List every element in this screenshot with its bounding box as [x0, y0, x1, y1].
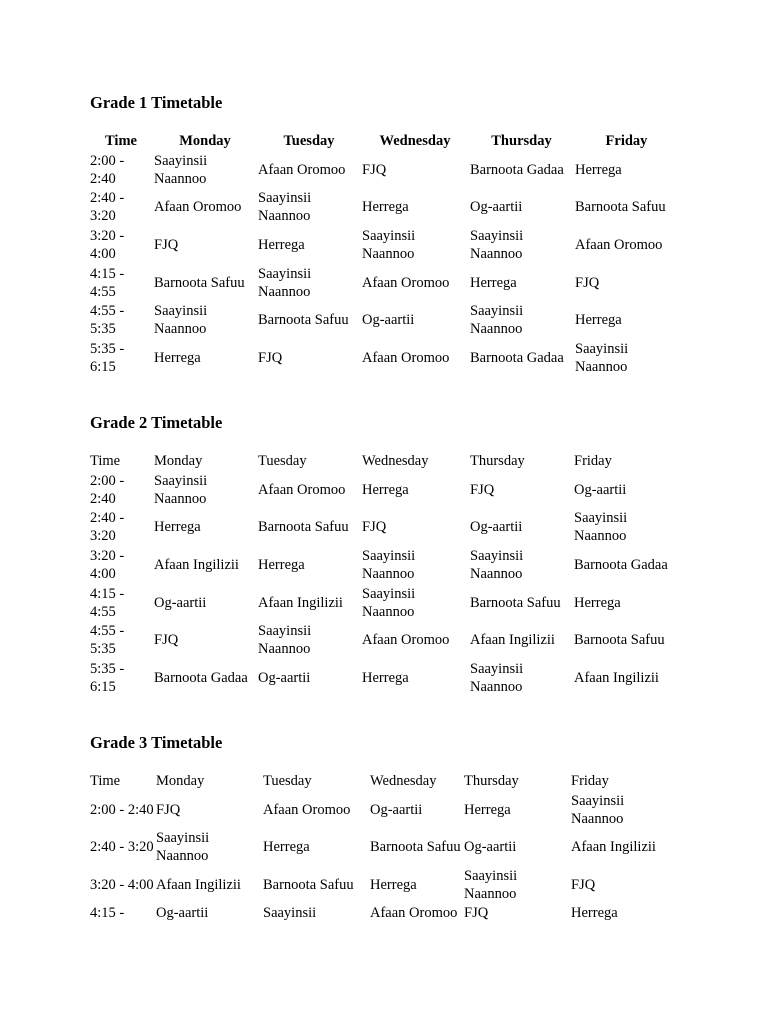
table-row	[90, 339, 680, 377]
subject-cell: Og-aartii	[362, 312, 415, 329]
subject-cell: Herrega	[370, 876, 417, 893]
subject-cell: Saayinsii Naannoo	[464, 867, 518, 902]
subject-cell: Saayinsii Naannoo	[470, 547, 524, 582]
header-friday: Friday	[571, 772, 609, 789]
header-wednesday: Wednesday	[370, 772, 437, 789]
subject-cell: Saayinsii Naannoo	[571, 792, 625, 827]
header-friday: Friday	[605, 132, 648, 149]
table-row	[90, 471, 680, 509]
subject-cell: FJQ	[571, 876, 596, 893]
header-tuesday: Tuesday	[263, 772, 312, 789]
subject-cell: FJQ	[156, 801, 181, 818]
subject-cell: Afaan Oromoo	[362, 632, 450, 649]
table-row	[90, 584, 680, 622]
subject-cell: Herrega	[258, 236, 305, 253]
header-monday: Monday	[154, 452, 203, 469]
time-cell: 3:20 - 4:00	[90, 876, 154, 893]
subject-cell: Afaan Oromoo	[370, 904, 458, 921]
subject-cell: Afaan Oromoo	[263, 801, 351, 818]
subject-cell: Saayinsii Naannoo	[154, 472, 208, 507]
time-cell: 5:35 - 6:15	[90, 660, 125, 695]
time-cell: 2:40 - 3:20	[90, 510, 125, 545]
subject-cell: Afaan Oromoo	[258, 161, 346, 178]
table-header-row	[90, 770, 671, 791]
subject-cell: Herrega	[362, 481, 409, 498]
subject-cell: Afaan Oromoo	[362, 349, 450, 366]
subject-cell: Afaan Ingilizii	[574, 669, 659, 686]
subject-cell: FJQ	[154, 236, 179, 253]
table-row	[90, 151, 680, 189]
subject-cell: Herrega	[470, 274, 517, 291]
subject-cell: Og-aartii	[154, 594, 207, 611]
subject-cell: Saayinsii Naannoo	[362, 585, 416, 620]
header-tuesday: Tuesday	[258, 452, 307, 469]
subject-cell: Saayinsii Naannoo	[258, 190, 312, 225]
time-cell: 2:40 - 3:20	[90, 190, 125, 225]
subject-cell: Og-aartii	[470, 519, 523, 536]
subject-cell: FJQ	[470, 481, 495, 498]
subject-cell: Saayinsii Naannoo	[575, 340, 629, 375]
subject-cell: Saayinsii Naannoo	[258, 623, 312, 658]
table-row	[90, 189, 680, 227]
subject-cell: Afaan Ingilizii	[571, 839, 656, 856]
grade-3-table	[90, 770, 671, 928]
subject-cell: Saayinsii Naannoo	[362, 547, 416, 582]
subject-cell: Og-aartii	[464, 839, 517, 856]
header-friday: Friday	[574, 452, 612, 469]
subject-cell: Og-aartii	[370, 801, 423, 818]
header-tuesday: Tuesday	[283, 132, 335, 149]
subject-cell: Herrega	[464, 801, 511, 818]
time-cell: 2:00 - 2:40	[90, 472, 125, 507]
header-thursday: Thursday	[470, 452, 525, 469]
table-row	[90, 659, 680, 697]
header-thursday: Thursday	[464, 772, 519, 789]
subject-cell: Herrega	[258, 556, 305, 573]
table-row	[90, 546, 680, 584]
subject-cell: Og-aartii	[574, 481, 627, 498]
subject-cell: Herrega	[154, 519, 201, 536]
table-row	[90, 791, 671, 829]
subject-cell: Herrega	[362, 669, 409, 686]
subject-cell: Herrega	[574, 594, 621, 611]
subject-cell: FJQ	[362, 161, 387, 178]
subject-cell: Saayinsii Naannoo	[154, 152, 208, 187]
subject-cell: FJQ	[464, 904, 489, 921]
subject-cell: Barnoota Safuu	[574, 632, 665, 649]
table-row	[90, 301, 680, 339]
table-row	[90, 226, 680, 264]
time-cell: 4:15 - 4:55	[90, 585, 125, 620]
time-cell: 3:20 - 4:00	[90, 227, 125, 262]
header-monday: Monday	[156, 772, 205, 789]
time-cell: 2:00 - 2:40	[90, 152, 125, 187]
time-cell: 4:15 -	[90, 904, 125, 921]
grade-1-table	[90, 130, 680, 377]
subject-cell: Barnoota Safuu	[470, 594, 561, 611]
table-header-row	[90, 130, 680, 151]
header-time: Time	[90, 772, 121, 789]
subject-cell: Barnoota Safuu	[575, 199, 666, 216]
subject-cell: Herrega	[362, 199, 409, 216]
subject-cell: Barnoota Safuu	[258, 519, 349, 536]
subject-cell: Saayinsii Naannoo	[362, 227, 416, 262]
time-cell: 4:15 - 4:55	[90, 265, 125, 300]
header-wednesday: Wednesday	[362, 452, 429, 469]
subject-cell: Afaan Ingilizii	[156, 876, 241, 893]
grade-2-table	[90, 450, 680, 697]
subject-cell: FJQ	[154, 632, 179, 649]
subject-cell: Herrega	[571, 904, 618, 921]
subject-cell: FJQ	[258, 349, 283, 366]
subject-cell: Afaan Ingilizii	[154, 556, 239, 573]
subject-cell: Barnoota Gadaa	[470, 349, 564, 366]
time-cell: 2:00 - 2:40	[90, 801, 154, 818]
time-cell: 4:55 - 5:35	[90, 303, 125, 338]
header-wednesday: Wednesday	[379, 132, 451, 149]
subject-cell: Barnoota Safuu	[370, 839, 461, 856]
subject-cell: Saayinsii Naannoo	[154, 303, 208, 338]
subject-cell: Saayinsii Naannoo	[470, 303, 524, 338]
subject-cell: Saayinsii Naannoo	[574, 510, 628, 545]
subject-cell: Afaan Oromoo	[575, 236, 663, 253]
subject-cell: Barnoota Safuu	[263, 876, 354, 893]
subject-cell: Saayinsii Naannoo	[470, 227, 524, 262]
subject-cell: Barnoota Safuu	[154, 274, 245, 291]
subject-cell: Saayinsii Naannoo	[470, 660, 524, 695]
subject-cell: Afaan Ingilizii	[470, 632, 555, 649]
subject-cell: Afaan Oromoo	[362, 274, 450, 291]
subject-cell: Herrega	[154, 349, 201, 366]
subject-cell: Og-aartii	[470, 199, 523, 216]
subject-cell: Barnoota Gadaa	[154, 669, 248, 686]
subject-cell: Herrega	[263, 839, 310, 856]
header-time: Time	[90, 452, 121, 469]
time-cell: 5:35 - 6:15	[90, 340, 125, 375]
grade-1-title: Grade 1 Timetable	[90, 93, 223, 112]
header-time: Time	[105, 132, 137, 149]
grade-3-title: Grade 3 Timetable	[90, 733, 223, 752]
subject-cell: FJQ	[575, 274, 600, 291]
subject-cell: Herrega	[575, 312, 622, 329]
time-cell: 4:55 - 5:35	[90, 623, 125, 658]
subject-cell: Barnoota Gadaa	[470, 161, 564, 178]
subject-cell: FJQ	[362, 519, 387, 536]
subject-cell: Afaan Oromoo	[154, 199, 242, 216]
subject-cell: Herrega	[575, 161, 622, 178]
subject-cell: Afaan Ingilizii	[258, 594, 343, 611]
subject-cell: Og-aartii	[258, 669, 311, 686]
subject-cell: Afaan Oromoo	[258, 481, 346, 498]
table-row	[90, 904, 671, 928]
table-row	[90, 829, 671, 867]
table-header-row	[90, 450, 680, 471]
time-cell: 3:20 - 4:00	[90, 547, 125, 582]
grade-2-title: Grade 2 Timetable	[90, 413, 223, 432]
table-row	[90, 866, 671, 904]
subject-cell: Barnoota Gadaa	[574, 556, 668, 573]
header-thursday: Thursday	[491, 132, 552, 149]
subject-cell: Saayinsii	[263, 904, 317, 921]
table-row	[90, 621, 680, 659]
subject-cell: Og-aartii	[156, 904, 209, 921]
subject-cell: Saayinsii Naannoo	[258, 265, 312, 300]
table-row	[90, 509, 680, 547]
time-cell: 2:40 - 3:20	[90, 839, 154, 856]
subject-cell: Barnoota Safuu	[258, 312, 349, 329]
header-monday: Monday	[179, 132, 231, 149]
table-row	[90, 264, 680, 302]
subject-cell: Saayinsii Naannoo	[156, 830, 210, 865]
